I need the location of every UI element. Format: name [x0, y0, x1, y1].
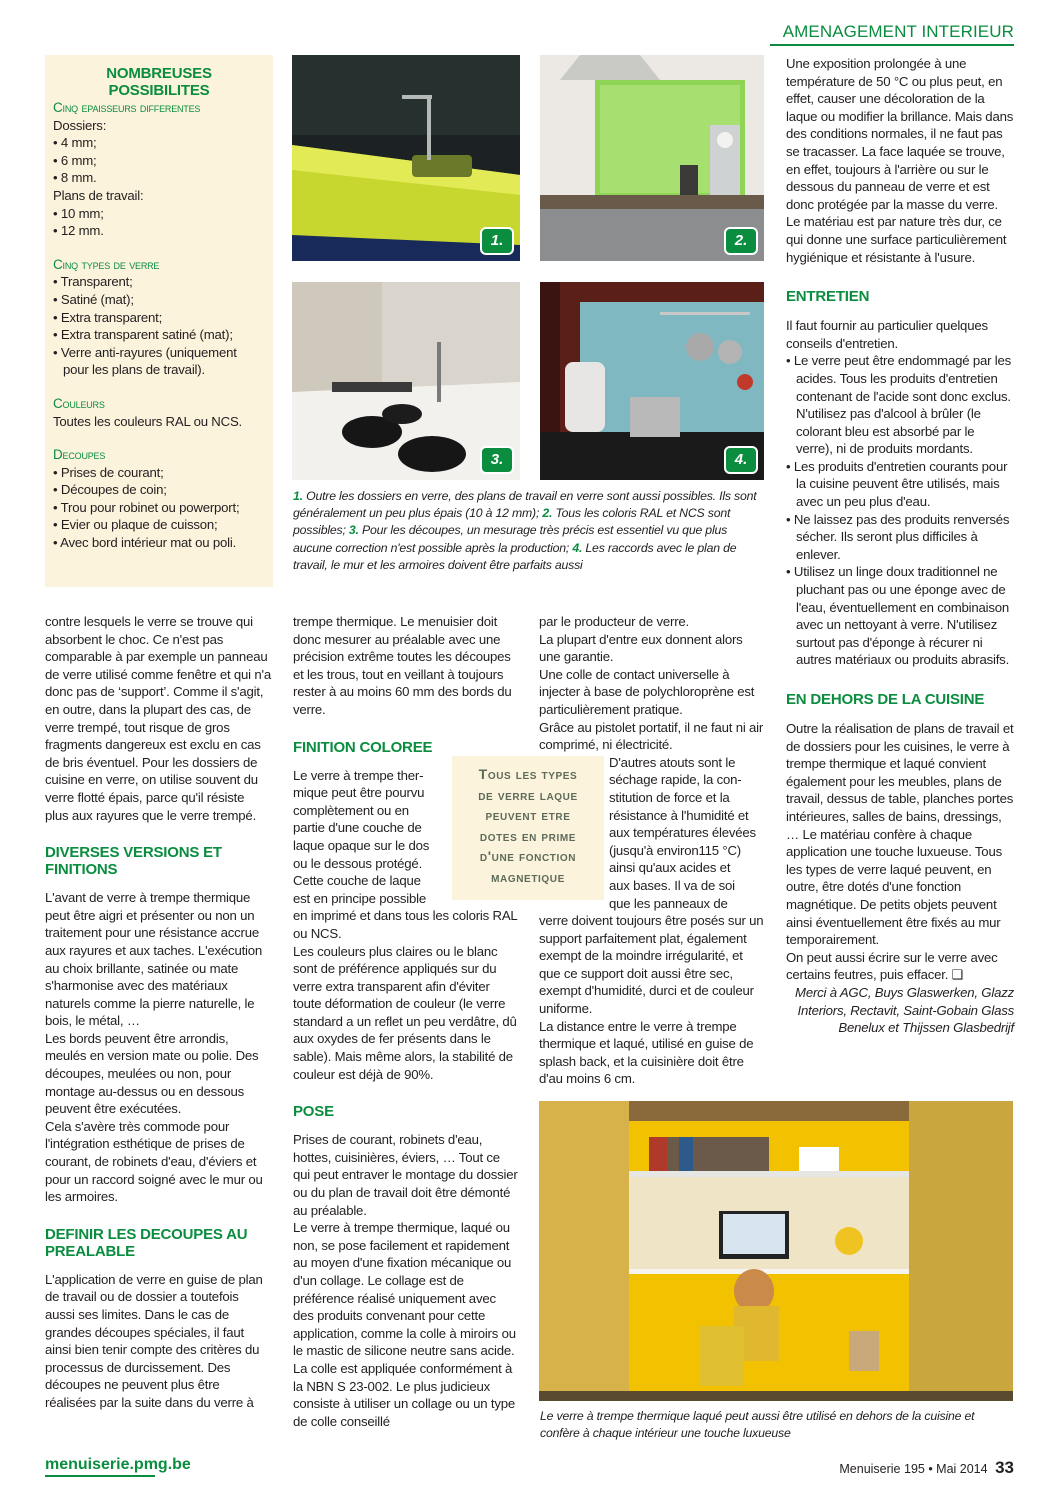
text-line: Cette couche de laque — [293, 873, 421, 889]
photo-number-badge: 4. — [724, 446, 758, 474]
text-line: est en principe possible — [293, 890, 427, 906]
list-item: • Extra transparent; — [53, 309, 265, 327]
paragraph: Une exposition prolongée à une température de 50 °C ou plus peut, en effet, causer une décoloration de la laque ou modifier la brillance. Mais dans des conditions normales, il ne faut pas se tracasser. La face laquée se trouve, en effet, toujours à l'arrière ou sur le dessous du panneau de verre et est donc protégée par la masse du verre. Le matériau est par nature très dur, ce qui donne une surface particulièrement hygiénique et résistante à l'usure. — [786, 56, 1014, 265]
paragraph: Grâce au pistolet portatif, il ne faut ni air comprimé, ni électricité. — [539, 719, 764, 753]
paragraph: trempe thermique. Le menuisier doit donc mesurer au préalable avec une précision extrême toutes les découpes et les trous, tout en veillant à toujours rester à au moins 60 mm des bords du verre. — [293, 614, 512, 717]
paragraph: Outre la réalisation de plans de travail et de dossiers pour les cuisines, le verre à trempe thermique et laqué convient également pour les meubles, plans de travail, dessus de table, planches portes intérieures, salles de bains, dressings, … Le matériau confère à chaque application une touche luxueuse. Tous les types de verre laqué peuvent, en outre, être dotés d'une fonction magnétique. De petits objets peuvent ainsi éventuellement être fixés au mur temporairement. — [786, 721, 1014, 948]
list-item: • Transparent; — [53, 273, 265, 291]
section-heading: ENTRETIEN — [786, 288, 870, 306]
sidebar-text: Toutes les couleurs RAL ou NCS. — [53, 413, 243, 429]
text-line: résistance à l'humidité et — [609, 807, 749, 823]
list-item: • Extra transparent satiné (mat); — [53, 326, 265, 344]
sidebar-text: Dossiers: — [53, 117, 107, 133]
list-item: • Ne laissez pas des produits renversés sécher. Ils seront plus difficiles à enlever. — [786, 511, 1014, 564]
caption-number: 2. — [542, 506, 553, 521]
list-item: • Les produits d'entretien courants pour la cuisine peuvent être utilisés, mais avec un peu plus d'eau. — [786, 458, 1014, 511]
text-line: ainsi qu'aux acides et — [609, 860, 731, 876]
list-item: • Verre anti-rayures (uniquement pour les plans de travail). — [53, 344, 265, 379]
footer-website-link[interactable]: menuiserie.pmg.be — [45, 1456, 191, 1473]
photo-caption — [293, 488, 763, 574]
paragraph: Cela s'avère très commode pour l'intégration esthétique de prises de courant, de robinets d'eau, d'éviers et pour un raccord soigné avec le mur ou les armoires. — [45, 1118, 263, 1205]
text-line: que les panneaux de — [609, 895, 728, 911]
article-column-3 — [539, 613, 765, 1088]
paragraph: Les bords peuvent être arrondis, meulés en version mate ou polie. Des découpes, meulées ou non, pour montage au-dessus ou en dessous peuvent être exécutées. — [45, 1030, 259, 1117]
text-line: aux bases. Il va de soi — [609, 877, 735, 893]
pull-quote-line: peuvent etre — [485, 807, 571, 823]
paragraph: Le verre à trempe thermique, laqué ou non, se pose facilement et rapidement au moyen d'une fixation mécanique ou d'un collage. Le collage est de préférence réalisé uniquement avec des produits convenant pour cette application, comme la colle à miroirs ou le mastic de silicone neutre sans acide. La colle est appliquée conformément à la NBN S 23-002. Le plus judicieux consiste à utiliser un collage ou un type de colle conseillé — [293, 1220, 516, 1429]
text-line: (jusqu'à environ115 °C) — [609, 842, 741, 858]
list-item: • Evier ou plaque de cuisson; — [53, 516, 265, 534]
paragraph: verre doivent toujours être posés sur un support parfaitement plat, également exempt de la moindre irrégularité, et que ce support doit aussi être sec, exempt d'humidité, durci et de couleur uniforme. — [539, 913, 764, 1017]
sidebar-box — [45, 55, 273, 587]
caption-text: Outre les dossiers en verre, des plans de travail en verre sont aussi possibles. Ils sont généralement un peu plus épais (10 à 12 mm); — [293, 489, 757, 521]
pull-quote-line: Tous les types — [478, 766, 578, 782]
text-line: ou le dessous protégé. — [293, 855, 423, 871]
list-item: • Satiné (mat); — [53, 291, 265, 309]
caption-text: Tous les coloris RAL et NCS sont possibles; — [293, 506, 731, 538]
text-line: laque opaque sur le dos — [293, 837, 430, 853]
paragraph: contre lesquels le verre se trouve qui absorbent le choc. Ce n'est pas comparable à par exemple un panneau de verre utilisé comme fenêtre et qui n'a donc pas de ‘support’. Comme il s'agit, en outre, dans la plupart des cas, de verre trempé, tout risque de gros fragments dangereux est exclu en cas de bris éventuel. Pour les dossiers de cuisine en verre, on utilise souvent du verre flotté épais, parce qu'il résiste plus aux rayures que le verre trempé. — [45, 614, 271, 823]
list-item: • 6 mm; — [53, 152, 265, 170]
list-item: • Découpes de coin; — [53, 481, 265, 499]
paragraph: Il faut fournir au particulier quelques conseils d'entretien. — [786, 318, 988, 351]
list-item: • Trou pour robinet ou powerport; — [53, 499, 265, 517]
sidebar-heading: Couleurs — [53, 395, 105, 411]
list-item: • Prises de courant; — [53, 464, 265, 482]
photo-blue-splashback — [540, 282, 764, 480]
paragraph: La distance entre le verre à trempe thermique et laqué, utilisé en guise de splash back, et la cuisinière doit être d'au moins 6 cm. — [539, 1018, 754, 1087]
caption-number: 1. — [293, 489, 303, 503]
section-label: AMENAGEMENT INTERIEUR — [782, 22, 1014, 41]
sidebar-heading: Cinq types de verre — [53, 256, 160, 272]
pull-quote-line: de verre laque — [478, 786, 578, 803]
sidebar-text: Plans de travail: — [53, 187, 144, 203]
photo-yellow-desk-niche — [539, 1101, 1013, 1401]
section-heading: DIVERSES VERSIONS ET FINITIONS — [45, 844, 222, 879]
paragraph: L'avant de verre à trempe thermique peut être aigri et présenter ou non un traitement pour une résistance accrue aux rayures et aux taches. L'exécution au choix brillante, satinée ou mate s'harmonise avec des matériaux naturels comme la pierre naturelle, le bois, le métal, … — [45, 890, 263, 1029]
paragraph: L'application de verre en guise de plan de travail ou de dossier a toutefois aussi ses limites. Dans le cas de grandes découpes spéciales, il faut ainsi bien tenir compte des critères du processus de durcissement. Des découpes ne peuvent plus être réalisées par la suite dans du verre à — [45, 1271, 263, 1410]
pull-quote-line: magnetique — [491, 868, 565, 885]
list-item: • Avec bord intérieur mat ou poli. — [53, 534, 265, 552]
paragraph: Une colle de contact universelle à injecter à base de polychloroprène est particulièrement pratique. — [539, 666, 755, 717]
pull-quote-line: dotes en prime — [479, 827, 577, 844]
sidebar-heading: Cinq epaisseurs differentes — [53, 100, 201, 115]
text-line: mique peut être pourvu — [293, 785, 425, 801]
footer-rule — [45, 1475, 155, 1477]
text-line: complètement ou en — [293, 802, 409, 818]
paragraph: Prises de courant, robinets d'eau, hottes, cuisinières, éviers, … Tout ce qui peut entraver le montage du dossier ou du plan de travail doit être démonté au préalable. — [293, 1132, 518, 1218]
section-rule — [770, 44, 1014, 46]
photo-number-badge: 2. — [724, 227, 758, 255]
article-column-4 — [786, 55, 1014, 1037]
text-line: D'autres atouts sont le — [609, 754, 736, 770]
article-column-1 — [45, 613, 271, 1412]
footer-folio — [839, 1458, 1014, 1478]
text-line: stitution de force et la — [609, 789, 730, 805]
caption-text: Les raccords avec le plan de travail, le mur et les armoires doivent être parfaits aussi — [293, 540, 737, 572]
credits: Merci à AGC, Buys Glaswerken, Glazz Interiors, Rectavit, Saint-Gobain Glass Benelux et Thijssen Glasbedrijf — [795, 984, 1014, 1036]
list-item: • 12 mm. — [53, 222, 265, 240]
caption-text: Pour les découpes, un mesurage très précis est essentiel vu que plus aucune correction n'est possible après la production; — [293, 523, 728, 555]
photo-number-badge: 3. — [480, 446, 514, 474]
text-line: Le verre à trempe ther- — [293, 767, 424, 783]
list-item: • Le verre peut être endommagé par les acides. Tous les produits d'entretien contenant de l'acide sont donc exclus. N'utilisez pas d'alcool à brûler (le colorant bleu est absorbé par le verre), ni de produits mordants. — [786, 352, 1014, 458]
photo-cooktop-cutouts — [292, 282, 520, 480]
photo-kitchen-worktop — [292, 55, 520, 261]
text-line: séchage rapide, la con- — [609, 772, 742, 788]
photo-caption: Le verre à trempe thermique laqué peut aussi être utilisé en dehors de la cuisine et confère à chaque intérieur une touche luxueuse — [540, 1409, 975, 1441]
paragraph: Les couleurs plus claires ou le blanc sont de préférence appliqués sur du verre extra transparent afin d'éviter toute déformation de couleur (le verre standard a un reflet un peu verdâtre, dû aux oxydes de fer présents dans le sable). Mais même alors, la stabilité de couleur est déjà de 90%. — [293, 943, 517, 1082]
section-heading: DEFINIR LES DECOUPES AU PREALABLE — [45, 1225, 248, 1260]
paragraph: par le producteur de verre. — [539, 614, 690, 629]
page-number: 33 — [995, 1458, 1014, 1477]
paragraph-text: On peut aussi écrire sur le verre avec certains feutres, puis effacer. — [786, 949, 998, 983]
section-heading: POSE — [293, 1103, 334, 1121]
paragraph — [539, 754, 765, 912]
paragraph: La plupart d'entre eux donnent alors une garantie. — [539, 631, 743, 665]
issue-label: Menuiserie 195 • Mai 2014 — [839, 1462, 988, 1476]
list-item: • Utilisez un linge doux traditionnel ne pluchant pas ou une éponge avec de l'eau, éventuellement en combinaison avec un nettoyant à verre. N'utilisez surtout pas d'éponge à récurer ni autres matériaux ou produits abrasifs. — [786, 563, 1014, 669]
text-line: en imprimé et dans tous les coloris RAL ou NCS. — [293, 908, 518, 941]
list-item: • 10 mm; — [53, 205, 265, 223]
caption-number: 3. — [348, 523, 359, 538]
section-heading: EN DEHORS DE LA CUISINE — [786, 691, 985, 708]
paragraph — [786, 949, 1014, 984]
end-mark-icon: ❑ — [951, 967, 964, 983]
text-line: aux températures élevées — [609, 825, 756, 841]
list-item: • 4 mm; — [53, 134, 265, 152]
caption-number: 4. — [572, 540, 583, 555]
sidebar-heading: Decoupes — [53, 447, 106, 463]
list-item: • 8 mm. — [53, 169, 265, 187]
article-column-2 — [293, 613, 519, 1430]
photo-number-badge: 1. — [480, 227, 514, 255]
photo-green-splashback — [540, 55, 764, 261]
text-line: partie d'une couche de — [293, 820, 422, 836]
pull-quote-line: d'une fonction — [479, 848, 577, 864]
sidebar-title: NOMBREUSES POSSIBILITES — [106, 65, 212, 99]
section-heading: FINITION COLOREE — [293, 738, 433, 756]
